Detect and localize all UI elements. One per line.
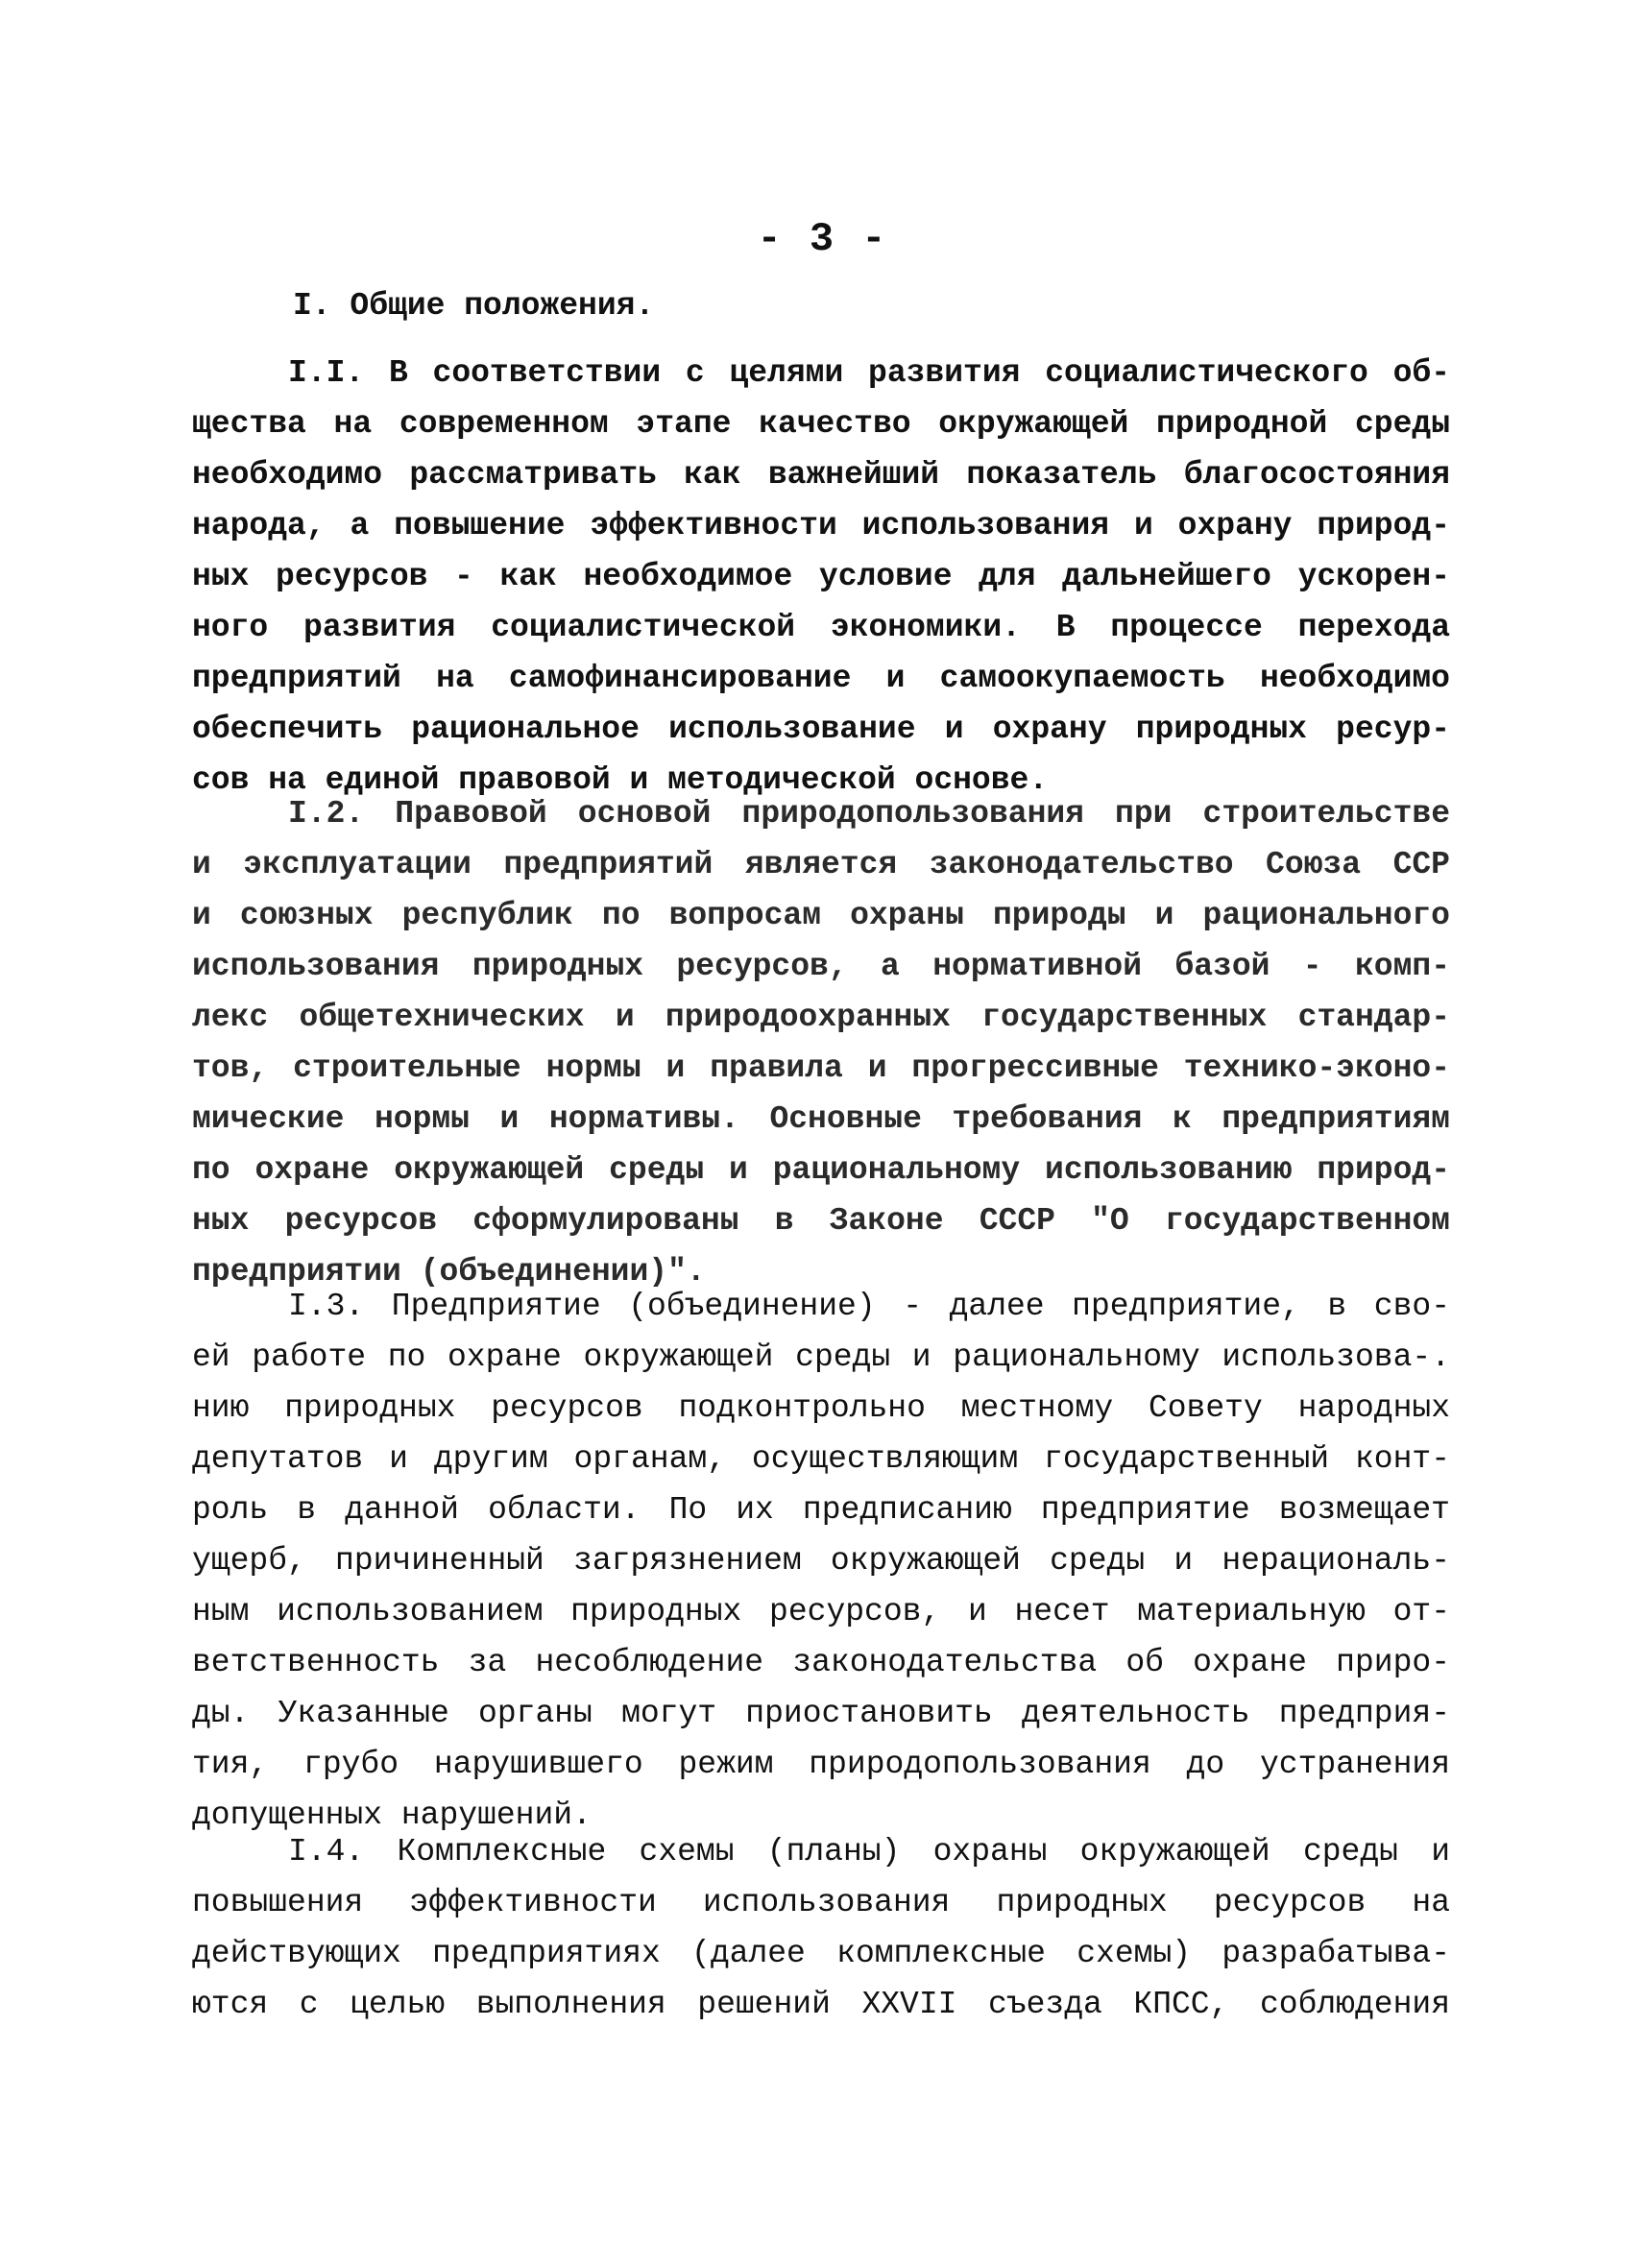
paragraph-1-3 <box>192 1281 1450 1841</box>
page-number: - 3 - <box>757 216 888 262</box>
text-line: и союзных республик по вопросам охраны природы и рационального <box>192 898 1450 933</box>
text-line: ущерб, причиненный загрязнением окружающей среды и нерациональ- <box>192 1543 1450 1579</box>
text-line: использования природных ресурсов, а нормативной базой - комп- <box>192 949 1450 984</box>
text-line: роль в данной области. По их предписанию предприятие возмещает <box>192 1492 1450 1528</box>
text-line: лекс общетехнических и природоохранных государственных стандар- <box>192 1000 1450 1035</box>
text-line: ного развития социалистической экономики. В процессе перехода <box>192 610 1450 645</box>
text-line: повышения эффективности использования природных ресурсов на <box>192 1885 1450 1920</box>
text-line: предприятии (объединении)". <box>192 1254 706 1290</box>
text-line: депутатов и другим органам, осуществляющим государственный конт- <box>192 1441 1450 1477</box>
text-line: ды. Указанные органы могут приостановить деятельность предприя- <box>192 1696 1450 1731</box>
text-line: ных ресурсов - как необходимое условие для дальнейшего ускорен- <box>192 559 1450 594</box>
text-line: предприятий на самофинансирование и самоокупаемость необходимо <box>192 661 1450 696</box>
text-line: нию природных ресурсов подконтрольно местному Совету народных <box>192 1390 1450 1426</box>
text-line: I.3. Предприятие (объединение) - далее предприятие, в сво- <box>288 1289 1450 1324</box>
text-line: мические нормы и нормативы. Основные требования к предприятиям <box>192 1101 1450 1137</box>
paragraph-1-1 <box>192 348 1450 806</box>
paragraph-1-2 <box>192 788 1450 1297</box>
section-title: I. Общие положения. <box>293 288 655 324</box>
text-line: действующих предприятиях (далее комплексные схемы) разрабатыва- <box>192 1936 1450 1971</box>
text-line: I.I. В соответствии с целями развития социалистического об- <box>288 355 1450 391</box>
text-line: ным использованием природных ресурсов, и несет материальную от- <box>192 1594 1450 1629</box>
text-line: по охране окружающей среды и рациональному использованию природ- <box>192 1152 1450 1188</box>
text-line: I.4. Комплексные схемы (планы) охраны окружающей среды и <box>288 1834 1450 1870</box>
text-line: щества на современном этапе качество окружающей природной среды <box>192 406 1450 442</box>
text-line: тия, грубо нарушившего режим природопользования до устранения <box>192 1747 1450 1782</box>
text-line: ются с целью выполнения решений XXVII съезда КПСС, соблюдения <box>192 1987 1450 2022</box>
text-line: тов, строительные нормы и правила и прогрессивные технико-эконо- <box>192 1050 1450 1086</box>
paragraph-1-4 <box>192 1826 1450 2030</box>
text-line: ветственность за несоблюдение законодательства об охране приро- <box>192 1645 1450 1680</box>
text-line: допущенных нарушений. <box>192 1798 592 1833</box>
text-line: сов на единой правовой и методической основе. <box>192 762 1049 798</box>
text-line: ей работе по охране окружающей среды и рациональному использова-. <box>192 1339 1450 1375</box>
text-line: I.2. Правовой основой природопользования при строительстве <box>288 796 1450 832</box>
text-line: обеспечить рациональное использование и охрану природных ресур- <box>192 712 1450 747</box>
text-line: и эксплуатации предприятий является законодательство Союза ССР <box>192 847 1450 882</box>
text-line: народа, а повышение эффективности использования и охрану природ- <box>192 508 1450 543</box>
text-line: необходимо рассматривать как важнейший показатель благосостояния <box>192 457 1450 493</box>
text-line: ных ресурсов сформулированы в Законе СССР "О государственном <box>192 1203 1450 1239</box>
